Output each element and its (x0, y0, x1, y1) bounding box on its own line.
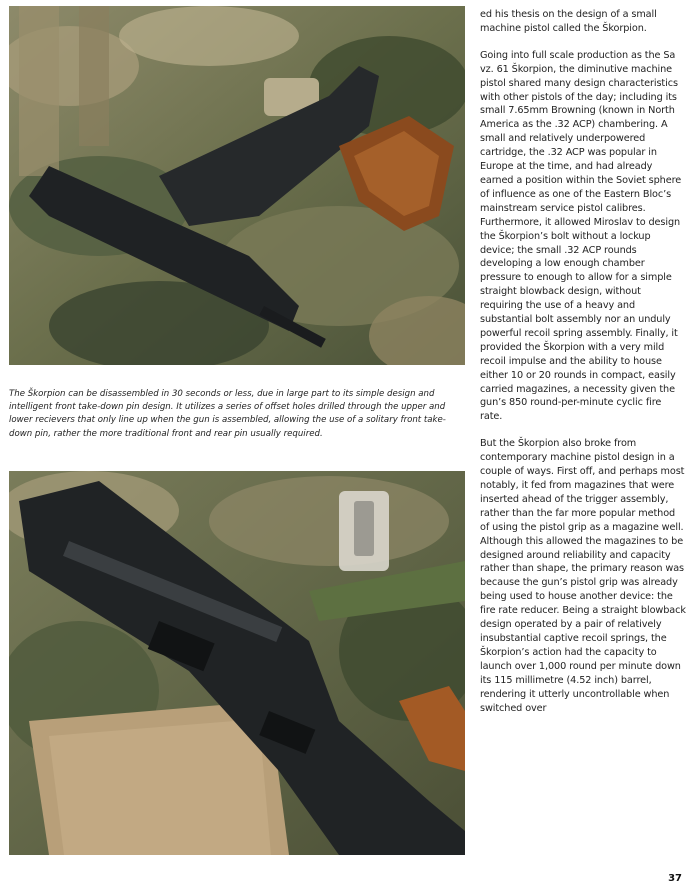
photo-caption: The Škorpion can be disassembled in 30 seconds or less, due in large part to its simple design and intelligent front take-down pin design. It utilizes a series of offset holes drilled through the upper and lower recievers that only line up when the gun is assembled, allowing the use of a solitary front take-down pin, rather the more traditional front and rear pin usually required. (9, 389, 446, 439)
article-paragraph: ed his thesis on the design of a small machine pistol called the Škorpion. (480, 9, 657, 34)
photo-disassembled-pistol-graphic (9, 6, 465, 365)
page-number: 37 (668, 873, 682, 884)
article-paragraph: Going into full scale production as the Sa vz. 61 Škorpion, the diminutive machine pistol shared many design characteristics with other pistols of the day; including its small 7.65mm Browning (known in North America as the .32 ACP) chambering. A small and relatively underpowered cartridge, the .32 ACP was popular in Europe at the time, and had already earned a position within the Soviet sphere of influence as one of the Eastern Bloc’s mainstream service pistol calibres. Furthermore, it allowed Miroslav to design the Škorpion’s bolt without a lockup device; the small .32 ACP rounds developing a low enough chamber pressure to enough to allow for a simple straight blowback design, without requiring the use of a heavy and substantial bolt assembly nor an unduly powerful recoil spring assembly. Finally, it provided the Škorpion with a very mild recoil impulse and the ability to house either 10 or 20 rounds in compact, easily carried magazines, a necessity given the gun’s 850 round-per-minute cyclic fire rate. (480, 49, 682, 423)
photo-disassembled-pistol (9, 6, 465, 365)
photo-receiver-closeup-graphic (9, 471, 465, 855)
photo-receiver-closeup (9, 471, 465, 855)
article-text (480, 8, 686, 728)
article-paragraph: But the Škorpion also broke from contemporary machine pistol design in a couple of ways. First off, and perhaps most notably, it fed from magazines that were inserted ahead of the trigger assembly, rather than the far more popular method of using the pistol grip as a magazine well. Although this allowed the magazines to be designed around reliability and capacity rather than shape, the primary reason was because the gun’s pistol grip was already being used to house another device: the fire rate reducer. Being a straight blowback design operated by a pair of relatively insubstantial captive recoil springs, the Škorpion’s action had the capacity to launch over 1,000 round per minute down its 115 millimetre (4.52 inch) barrel, rendering it utterly uncontrollable when switched over (480, 438, 686, 714)
